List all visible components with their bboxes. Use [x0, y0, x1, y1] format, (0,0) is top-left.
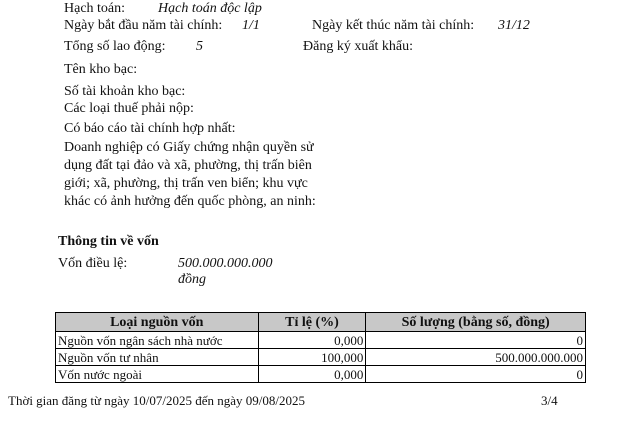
table-row — [56, 366, 586, 383]
fy-start-value: 1/1 — [242, 18, 260, 33]
table-header-row — [56, 313, 586, 332]
charter-capital-amount: 500.000.000.000 — [178, 256, 273, 271]
land-certificate-paragraph — [64, 139, 354, 211]
accounting-label: Hạch toán: — [64, 1, 126, 16]
ratio-cell: 100,000 — [258, 349, 366, 366]
consolidated-label: Có báo cáo tài chính hợp nhất: — [64, 121, 236, 136]
footer-period: Thời gian đăng từ ngày 10/07/2025 đến ngày 09/08/2025 — [8, 393, 305, 408]
treasury-name-label: Tên kho bạc: — [64, 62, 138, 77]
capital-heading: Thông tin về vốn — [58, 234, 159, 249]
charter-capital-label: Vốn điều lệ: — [58, 256, 128, 271]
page-number: 3/4 — [541, 393, 558, 408]
source-type-cell: Nguồn vốn tư nhân — [56, 349, 259, 366]
land-line: khác có ảnh hưởng đến quốc phòng, an ninh: — [64, 194, 316, 209]
fy-start-label: Ngày bắt đầu năm tài chính: — [64, 18, 223, 33]
amount-cell: 0 — [366, 366, 586, 383]
source-type-cell: Vốn nước ngoài — [56, 366, 259, 383]
accounting-value: Hạch toán độc lập — [158, 1, 262, 16]
employees-label: Tổng số lao động: — [64, 39, 166, 54]
table-row — [56, 349, 586, 366]
col-header-amount: Số lượng (bằng số, đồng) — [366, 313, 586, 332]
fy-end-label: Ngày kết thúc năm tài chính: — [312, 18, 475, 33]
taxes-label: Các loại thuế phải nộp: — [64, 101, 194, 116]
land-line: giới; xã, phường, thị trấn ven biển; khu vực — [64, 176, 308, 191]
ratio-cell: 0,000 — [258, 332, 366, 349]
ratio-cell: 0,000 — [258, 366, 366, 383]
export-label: Đăng ký xuất khẩu: — [303, 39, 414, 54]
col-header-ratio: Tỉ lệ (%) — [258, 313, 366, 332]
col-header-source-type: Loại nguồn vốn — [56, 313, 259, 332]
fy-end-value: 31/12 — [498, 18, 530, 33]
source-type-cell: Nguồn vốn ngân sách nhà nước — [56, 332, 259, 349]
land-line: dụng đất tại đảo và xã, phường, thị trấn biên — [64, 158, 312, 173]
amount-cell: 500.000.000.000 — [366, 349, 586, 366]
capital-sources-table — [55, 312, 586, 383]
amount-cell: 0 — [366, 332, 586, 349]
employees-value: 5 — [196, 39, 203, 54]
land-line: Doanh nghiệp có Giấy chứng nhận quyền sử — [64, 140, 314, 155]
charter-capital-unit: đồng — [178, 272, 206, 287]
treasury-account-label: Số tài khoản kho bạc: — [64, 84, 186, 99]
table-row — [56, 332, 586, 349]
